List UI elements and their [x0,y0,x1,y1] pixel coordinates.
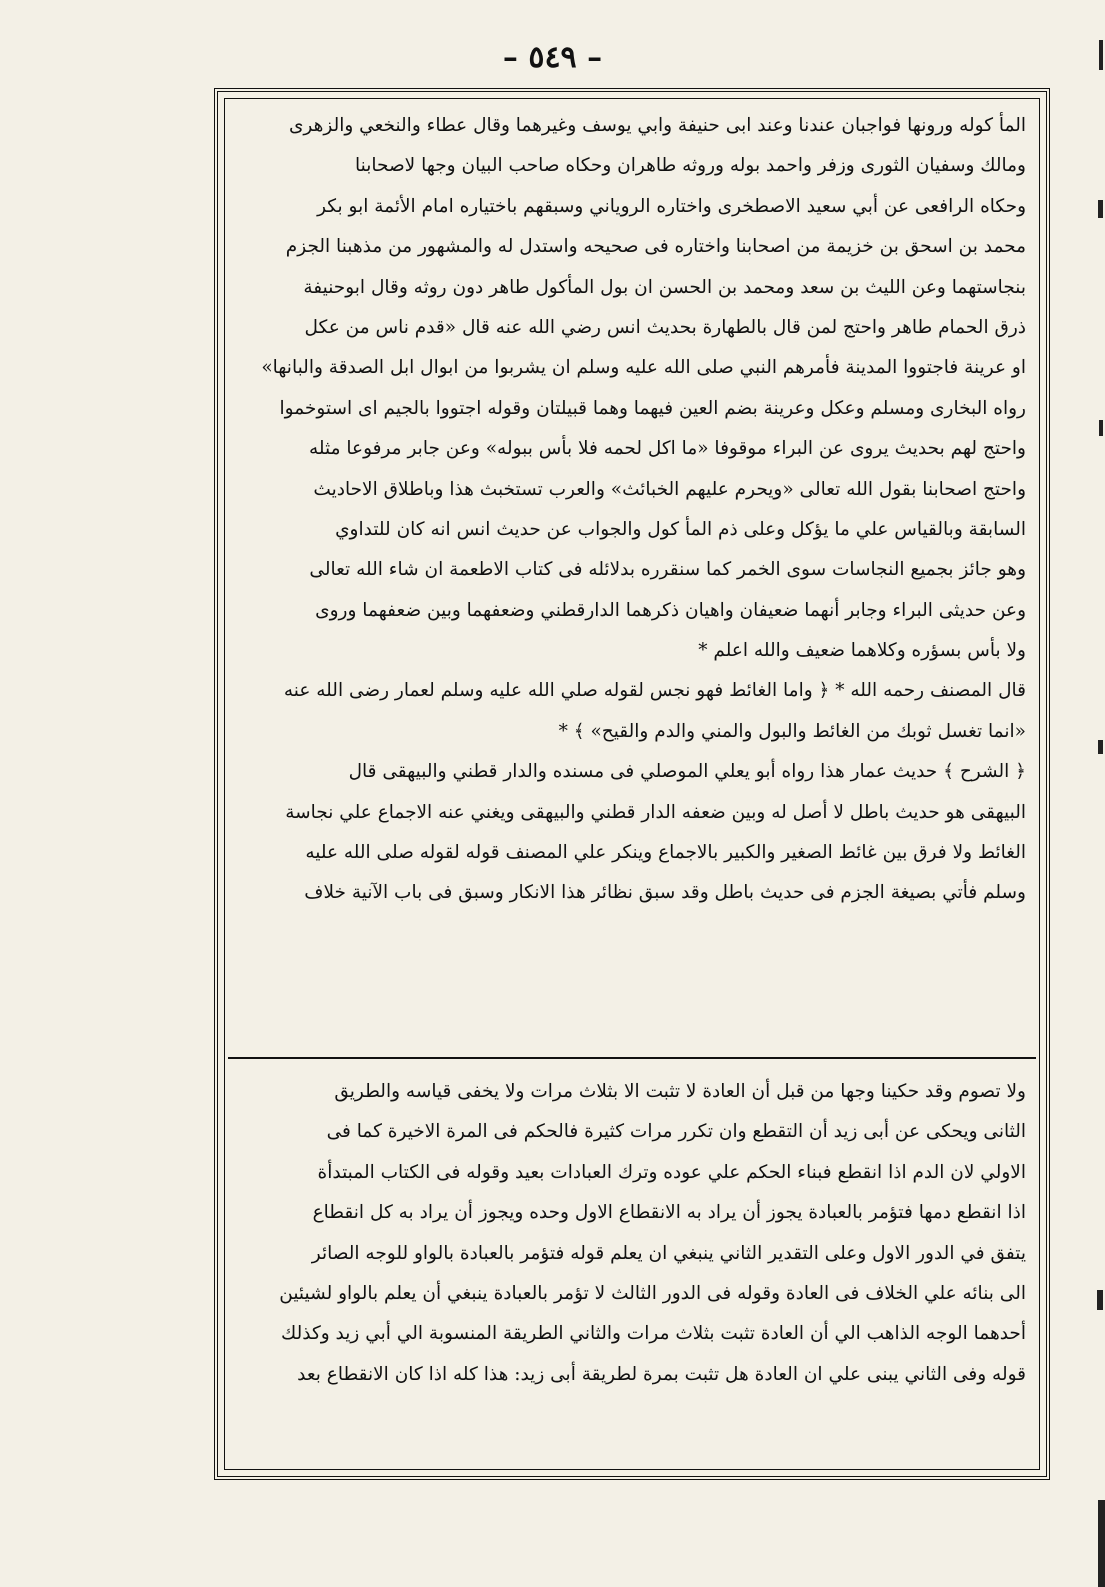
main-line: «انما تغسل ثوبك من الغائط والبول والمني والدم والقيح» ﴾ * [558,720,1026,742]
main-line: واحتج اصحابنا بقول الله تعالى «ويحرم عليهم الخبائث» والعرب تستخبث هذا وباطلاق الاحاديث [313,478,1026,500]
page-number: – ٥٤٩ – [502,40,603,75]
main-line: ذرق الحمام طاهر واحتج لمن قال بالطهارة بحديث انس رضي الله عنه قال «قدم ناس من عكل [304,316,1026,338]
main-text [232,106,1026,914]
scan-edge-mark [1099,420,1103,436]
main-line: البيهقى هو حديث باطل لا أصل له وبين ضعفه الدار قطني والبيهقى ويغني عنه الاجماع علي نجاسة [285,801,1026,823]
footnote-line: أحدهما الوجه الذاهب الي أن العادة تثبت بثلاث مرات والثاني الطريقة المنسوبة الي أبي زيد وكذلك [281,1323,1026,1345]
main-line: وسلم فأتي بصيغة الجزم فى حديث باطل وقد سبق نظائر هذا الانكار وسبق فى باب الآنية خلاف [304,882,1026,904]
main-line: ﴿ الشرح ﴾ حديث عمار هذا رواه أبو يعلي الموصلي فى مسنده والدار قطني والبيهقى قال [348,761,1026,783]
footnote-separator [228,1057,1036,1059]
scan-edge-mark [1098,740,1103,754]
main-line: قال المصنف رحمه الله * ﴿ واما الغائط فهو نجس لقوله صلي الله عليه وسلم لعمار رضى الله عنه [283,680,1026,702]
scan-edge-mark [1098,200,1103,218]
footnote-line: قوله وفى الثاني يبنى علي ان العادة هل تثبت بمرة لطريقة أبى زيد: هذا كله اذا كان الانقطاع بعد [297,1363,1026,1385]
main-line: محمد بن اسحق بن خزيمة من اصحابنا واختاره فى صحيحه واستدل له والمشهور من مذهبنا الجزم [285,236,1026,258]
scan-edge-mark [1099,40,1103,70]
page-frame [214,88,1050,1480]
footnote-line: ولا تصوم وقد حكينا وجها من قبل أن العادة لا تثبت الا بثلاث مرات ولا يخفى قياسه والطريق [334,1081,1026,1102]
footnote-text [232,1072,1026,1395]
scan-edge-mark [1098,1500,1105,1587]
main-line: ومالك وسفيان الثورى وزفر واحمد بوله وروثه طاهران وحكاه صاحب البيان وجها لاصحابنا [355,155,1026,177]
main-line: وحكاه الرافعى عن أبي سعيد الاصطخرى واختاره الروياني وسبقهم باختياره امام الأئمة ابو بكر [317,195,1026,217]
main-line: الغائط ولا فرق بين غائط الصغير والكبير بالاجماع وينكر علي المصنف قوله لقوله صلى الله عليه [305,842,1026,864]
footnote-line: الى بنائه علي الخلاف فى العادة وقوله فى الدور الثالث لا تؤمر بالعبادة ينبغي أن يعلم بالواو لشيئين [279,1282,1026,1304]
footnote-line: اذا انقطع دمها فتؤمر بالعبادة يجوز أن يراد به الانقطاع الاول وحده ويجوز أن يراد به كل انقطاع [312,1202,1026,1224]
main-line: وعن حديثى البراء وجابر أنهما ضعيفان واهيان ذكرهما الدارقطني وضعفهما وبين ضعفهما وروى [315,599,1026,621]
main-line: السابقة وبالقياس علي ما يؤكل وعلى ذم المأ كول والجواب عن حديث انس انه كان للتداوي [335,518,1026,540]
main-line: او عرينة فاجتووا المدينة فأمرهم النبي صلى الله عليه وسلم ان يشربوا من ابوال ابل الصدقة والبانها» [261,357,1026,379]
footnote-line: الاولي لان الدم اذا انقطع فبناء الحكم علي عوده وترك العبادات بعيد وقوله فى الكتاب المبتدأة [317,1161,1026,1183]
main-line: ولا بأس بسؤره وكلاهما ضعيف والله اعلم * [698,640,1026,662]
main-line: بنجاستهما وعن الليث بن سعد ومحمد بن الحسن ان بول المأكول طاهر دون روثه وقال ابوحنيفة [303,276,1026,298]
main-line: المأ كوله ورونها فواجبان عندنا وعند ابى حنيفة وابي يوسف وغيرهما وقال عطاء والنخعي والزهرى [288,115,1026,136]
footnote-line: الثانى ويحكى عن أبى زيد أن التقطع وان تكرر مرات كثيرة فالحكم فى المرة الاخيرة كما فى [326,1121,1026,1143]
main-line: وهو جائز بجميع النجاسات سوى الخمر كما سنقرره بدلائله فى كتاب الاطعمة ان شاء الله تعالى [309,559,1026,581]
main-line: رواه البخارى ومسلم وعكل وعرينة بضم العين فيهما وهما قبيلتان وقوله اجتووا بالجيم اى استوخموا [279,397,1026,419]
main-line: واحتج لهم بحديث يروى عن البراء موقوفا «ما اكل لحمه فلا بأس ببوله» وعن جابر مرفوعا مثله [308,438,1026,460]
scan-edge-mark [1097,1290,1103,1310]
footnote-line: يتفق في الدور الاول وعلى التقدير الثاني ينبغي ان يعلم قوله فتؤمر بالعبادة بالواو للوجه الصائر [311,1242,1026,1264]
